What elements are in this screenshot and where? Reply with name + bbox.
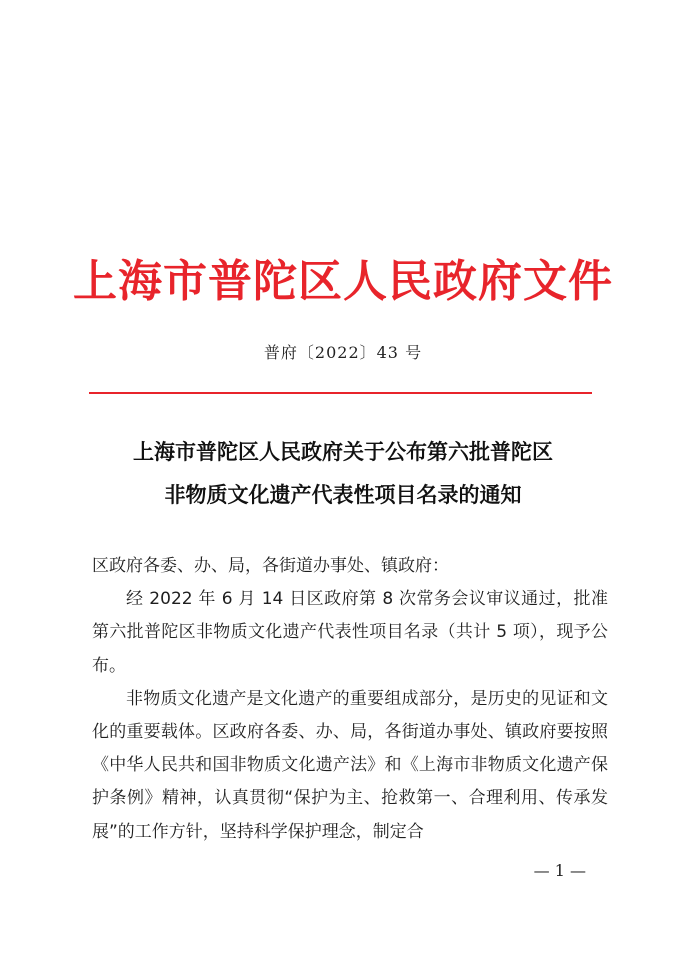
document-body bbox=[92, 550, 608, 849]
red-divider-line bbox=[89, 392, 592, 394]
notice-title-line: 非物质文化遗产代表性项目名录的通知 bbox=[164, 482, 522, 507]
document-number: 普府〔2022〕43 号 bbox=[263, 343, 423, 362]
notice-title bbox=[0, 430, 686, 516]
salutation: 区政府各委、办、局，各街道办事处、镇政府： bbox=[92, 556, 449, 576]
body-paragraph: 经 2022 年 6 月 14 日区政府第 8 次常务会议审议通过，批准第六批普陀区非物质文化遗产代表性项目名录（共计 5 项），现予公布。 bbox=[92, 589, 608, 676]
page-number: — 1 — bbox=[533, 861, 586, 880]
notice-title-line: 上海市普陀区人民政府关于公布第六批普陀区 bbox=[133, 439, 553, 464]
body-paragraph: 非物质文化遗产是文化遗产的重要组成部分，是历史的见证和文化的重要载体。区政府各委、办、局，各街道办事处、镇政府要按照《中华人民共和国非物质文化遗产法》和《上海市非物质文化遗产保护条例》精神，认真贯彻“保护为主、抢救第一、合理利用、传承发展”的工作方针，坚持科学保护理念，制定合 bbox=[92, 688, 608, 842]
issuer-header-title: 上海市普陀区人民政府文件 bbox=[73, 256, 613, 307]
